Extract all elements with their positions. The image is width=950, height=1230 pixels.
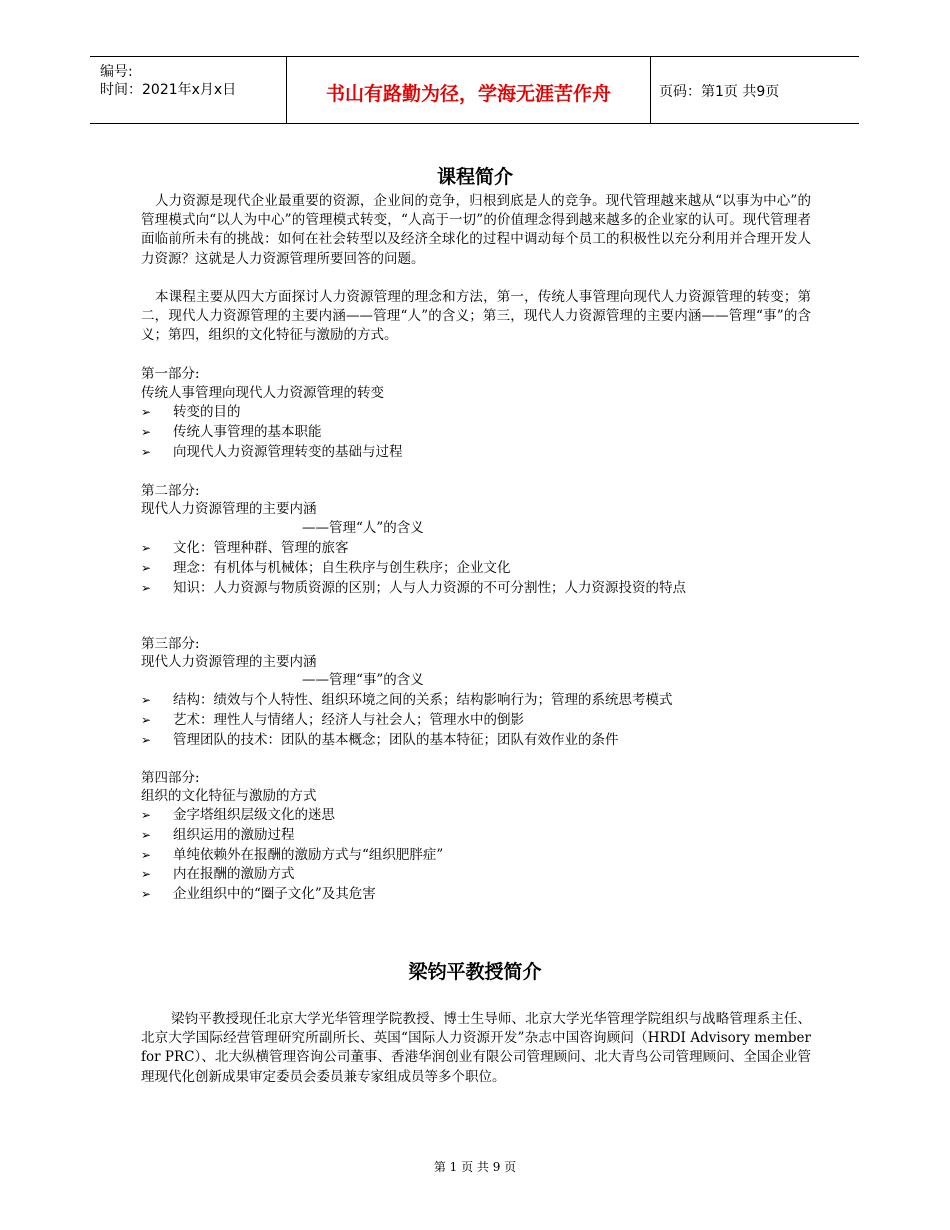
arrow-bullet-icon: ➢ [141, 713, 152, 727]
list-item: ➢ 企业组织中的“圈子文化”及其危害 [141, 886, 376, 902]
part1-label: 第一部分: [141, 366, 200, 382]
time-label: 时间：2021年x月x日 [100, 82, 237, 98]
list-item: ➢ 传统人事管理的基本职能 [141, 424, 322, 440]
header-right-cell [649, 57, 859, 123]
list-item: ➢ 结构：绩效与个人特性、组织环境之间的关系；结构影响行为；管理的系统思考模式 [141, 692, 673, 708]
list-item: ➢ 文化：管理种群、管理的旅客 [141, 540, 349, 556]
part3-label: 第三部分: [141, 636, 200, 652]
page-header [90, 56, 859, 124]
list-item: ➢ 内在报酬的激励方式 [141, 866, 295, 882]
professor-bio: 梁钧平教授现任北京大学光华管理学院教授、博士生导师、北京大学光华管理学院组织与战略管理系主任、北京大学国际经营管理研究所副所长、英国“国际人力资源开发”杂志中国咨询顾问（HRDI Advisory member for PRC）、北大纵横管理咨询公司董事、香港华润创业有限公司管理顾问、北大青鸟公司管理顾问、全国企业管理现代化创新成果审定委员会委员兼专家组成员等多个职位。 [141, 1011, 811, 1085]
part4-heading: 组织的文化特征与激励的方式 [141, 788, 317, 804]
list-item: ➢ 组织运用的激励过程 [141, 827, 295, 843]
arrow-bullet-icon: ➢ [141, 808, 152, 822]
list-item: ➢ 知识：人力资源与物质资源的区别；人与人力资源的不可分割性；人力资源投资的特点 [141, 580, 686, 596]
arrow-bullet-icon: ➢ [141, 733, 152, 747]
arrow-bullet-icon: ➢ [141, 425, 152, 439]
part2-subheading: ——管理“人”的含义 [302, 520, 424, 536]
intro-paragraph-2: 本课程主要从四大方面探讨人力资源管理的理念和方法，第一，传统人事管理向现代人力资源管理的转变；第二，现代人力资源管理的主要内涵——管理“人”的含义；第三，现代人力资源管理的主要内涵——管理“事”的含义；第四，组织的文化特征与激励的方式。 [141, 289, 811, 344]
arrow-bullet-icon: ➢ [141, 848, 152, 862]
list-item: ➢ 管理团队的技术：团队的基本概念；团队的基本特征；团队有效作业的条件 [141, 732, 619, 748]
arrow-bullet-icon: ➢ [141, 541, 152, 555]
professor-title: 梁钧平教授简介 [408, 961, 542, 983]
list-item: ➢ 单纯依赖外在报酬的激励方式与“组织肥胖症” [141, 847, 444, 863]
page-footer: 第 1 页 共 9 页 [433, 1160, 517, 1174]
list-item: ➢ 理念：有机体与机械体；自生秩序与创生秩序；企业文化 [141, 560, 511, 576]
part3-subheading: ——管理“事”的含义 [302, 672, 424, 688]
part2-label: 第二部分: [141, 483, 200, 499]
page-info: 页码：第1页 共9页 [659, 84, 780, 100]
course-title: 课程简介 [436, 166, 513, 188]
part4-label: 第四部分: [141, 770, 200, 786]
list-item: ➢ 向现代人力资源管理转变的基础与过程 [141, 444, 403, 460]
number-label: 编号: [100, 64, 133, 80]
part3-heading: 现代人力资源管理的主要内涵 [141, 654, 317, 670]
intro-paragraph-1: 人力资源是现代企业最重要的资源，企业间的竞争，归根到底是人的竞争。现代管理越来越从“以事为中心”的管理模式向“以人为中心”的管理模式转变，“人高于一切”的价值理念得到越来越多的企业家的认可。现代管理者面临前所未有的挑战：如何在社会转型以及经济全球化的过程中调动每个员工的积极性以充分利用并合理开发人力资源？这就是人力资源管理所要回答的问题。 [141, 193, 811, 267]
header-motto-cell [286, 57, 651, 123]
motto: 书山有路勤为径，学海无涯苦作舟 [325, 83, 611, 105]
arrow-bullet-icon: ➢ [141, 405, 152, 419]
arrow-bullet-icon: ➢ [141, 561, 152, 575]
arrow-bullet-icon: ➢ [141, 581, 152, 595]
part2-heading: 现代人力资源管理的主要内涵 [141, 501, 317, 517]
arrow-bullet-icon: ➢ [141, 445, 152, 459]
list-item: ➢ 艺术：理性人与情绪人；经济人与社会人；管理水中的倒影 [141, 712, 524, 728]
arrow-bullet-icon: ➢ [141, 693, 152, 707]
list-item: ➢ 转变的目的 [141, 404, 241, 420]
arrow-bullet-icon: ➢ [141, 867, 152, 881]
arrow-bullet-icon: ➢ [141, 887, 152, 901]
list-item: ➢ 金字塔组织层级文化的迷思 [141, 807, 335, 823]
arrow-bullet-icon: ➢ [141, 828, 152, 842]
header-left-cell [90, 57, 286, 123]
part1-heading: 传统人事管理向现代人力资源管理的转变 [141, 385, 384, 401]
